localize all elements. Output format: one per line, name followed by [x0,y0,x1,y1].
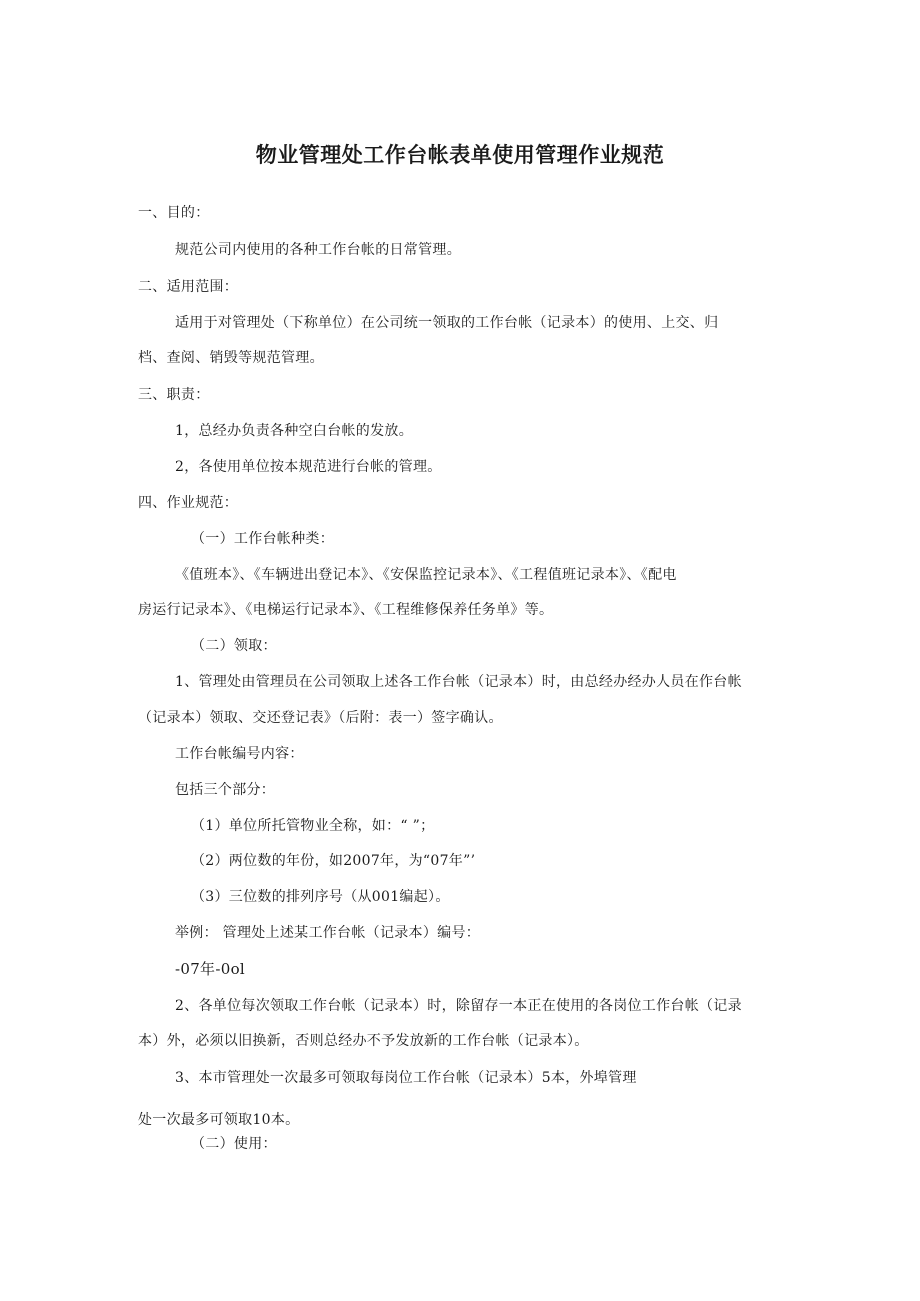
numbering-part-2: （2）两位数的年份，如2007年，为“07年”’ [191,853,476,869]
paragraph-numbering-heading: 工作台帐编号内容： [175,746,304,762]
paragraph-collection-1-line1: 1、管理处由管理员在公司领取上述各工作台帐（记录本）时，由总经办经办人员在作台帐 [175,674,742,690]
paragraph-collection-2-line2: 本）外，必须以旧换新，否则总经办不予发放新的工作台帐（记录本）。 [138,1033,589,1049]
numbering-part-3: （3）三位数的排列序号（从001编起）。 [191,889,450,905]
subsection-heading-usage: （二）使用： [191,1136,277,1152]
duty-item-2: 2，各使用单位按本规范进行台帐的管理。 [175,459,442,475]
section-heading-duties: 三、职责： [138,387,210,403]
paragraph-numbering-parts: 包括三个部分： [175,782,276,798]
paragraph-collection-3-line2: 处一次最多可领取10本。 [138,1112,300,1128]
subsection-heading-ledger-types: （一）工作台帐种类： [191,531,334,547]
document-title: 物业管理处工作台帐表单使用管理作业规范 [255,143,665,167]
section-heading-purpose: 一、目的： [138,205,210,221]
paragraph-ledger-types-line1: 《值班本》、《车辆进出登记本》、《安保监控记录本》、《工程值班记录本》、《配电 [175,567,677,583]
example-code: -07年-0ol [175,960,245,978]
paragraph-purpose: 规范公司内使用的各种工作台帐的日常管理。 [175,242,461,258]
section-heading-scope: 二、适用范围： [138,279,239,295]
section-heading-operating-norms: 四、作业规范： [138,495,239,511]
numbering-part-1: （1）单位所托管物业全称，如：“ ”； [191,818,435,834]
subsection-heading-collection: （二）领取： [191,638,277,654]
paragraph-scope-line2: 档、查阅、销毁等规范管理。 [138,350,324,366]
paragraph-collection-3-line1: 3、本市管理处一次最多可领取每岗位工作台帐（记录本）5本，外埠管理 [175,1070,637,1086]
duty-item-1: 1，总经办负责各种空白台帐的发放。 [175,423,414,439]
example-line: 举例： 管理处上述某工作台帐（记录本）编号： [175,925,481,941]
paragraph-ledger-types-line2: 房运行记录本》、《电梯运行记录本》、《工程维修保养任务单》等。 [138,602,554,618]
paragraph-scope-line1: 适用于对管理处（下称单位）在公司统一领取的工作台帐（记录本）的使用、上交、归 [175,315,719,331]
paragraph-collection-2-line1: 2、各单位每次领取工作台帐（记录本）时，除留存一本正在使用的各岗位工作台帐（记录 [175,998,742,1014]
paragraph-collection-1-line2: （记录本）领取、交还登记表》（后附：表一）签字确认。 [138,710,503,726]
